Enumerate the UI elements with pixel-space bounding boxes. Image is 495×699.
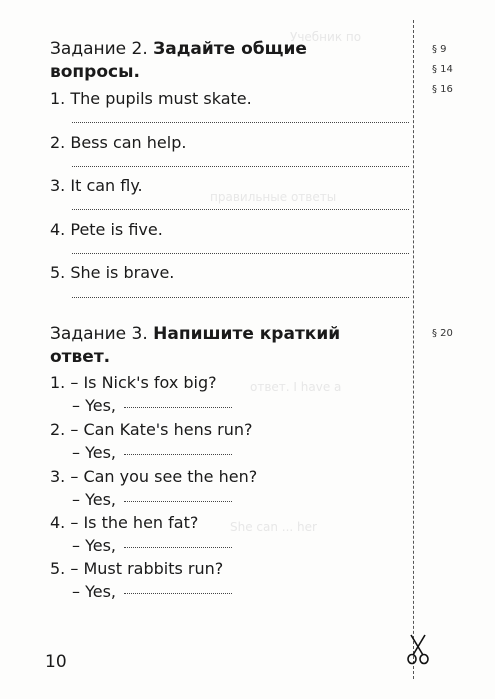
short-answer-line[interactable] (124, 454, 232, 455)
task-2-instruction-cont: вопросы. (50, 62, 140, 82)
item-number: 5. (50, 263, 66, 282)
cut-line (413, 20, 414, 679)
answer-prefix: – Yes, (72, 396, 116, 415)
task-3-answer (72, 443, 232, 463)
task-2-item (50, 176, 143, 196)
question-text: – Can Kate's hens run? (70, 420, 253, 439)
show-through-text: ответ. I have a (250, 380, 342, 394)
answer-prefix: – Yes, (72, 490, 116, 509)
task-3-question (50, 559, 223, 579)
margin-ref: § 9 (432, 44, 447, 55)
task-2-item (50, 89, 252, 109)
item-number: 2. (50, 133, 66, 152)
item-number: 4. (50, 513, 66, 532)
item-text: Pete is five. (70, 220, 163, 239)
item-number: 4. (50, 220, 66, 239)
task-2-item (50, 133, 186, 153)
item-number: 5. (50, 559, 66, 578)
item-number: 1. (50, 89, 66, 108)
short-answer-line[interactable] (124, 547, 232, 548)
show-through-text: правильные ответы (210, 190, 337, 204)
question-text: – Is Nick's fox big? (70, 373, 217, 392)
task-2-heading (50, 38, 400, 84)
show-through-text: She can ... her (230, 520, 317, 534)
answer-line[interactable] (72, 209, 409, 210)
short-answer-line[interactable] (124, 593, 232, 594)
item-text: The pupils must skate. (70, 89, 252, 108)
margin-ref: § 16 (432, 84, 453, 95)
task-2-instruction: Задайте общие (153, 39, 307, 59)
scissors-icon (405, 633, 431, 665)
margin-ref: § 14 (432, 64, 453, 75)
task-3-label: Задание 3. (50, 324, 148, 344)
answer-prefix: – Yes, (72, 443, 116, 462)
item-number: 3. (50, 176, 66, 195)
task-3-answer (72, 536, 232, 556)
item-number: 1. (50, 373, 66, 392)
margin-ref: § 20 (432, 328, 453, 339)
question-text: – Must rabbits run? (70, 559, 224, 578)
item-number: 2. (50, 420, 66, 439)
answer-prefix: – Yes, (72, 536, 116, 555)
task-3-question (50, 467, 257, 487)
page-number: 10 (45, 652, 67, 672)
question-text: – Is the hen fat? (70, 513, 199, 532)
item-text: It can fly. (70, 176, 143, 195)
answer-line[interactable] (72, 297, 409, 298)
answer-prefix: – Yes, (72, 582, 116, 601)
item-text: She is brave. (70, 263, 175, 282)
answer-line[interactable] (72, 253, 409, 254)
task-2-label: Задание 2. (50, 39, 148, 59)
task-3-heading (50, 323, 400, 369)
task-3-question (50, 420, 253, 440)
item-number: 3. (50, 467, 66, 486)
task-3-instruction: Напишите краткий (153, 324, 341, 344)
task-3-instruction-cont: ответ. (50, 347, 111, 367)
item-text: Bess can help. (70, 133, 187, 152)
task-2-item (50, 220, 163, 240)
answer-line[interactable] (72, 122, 409, 123)
show-through-text: Учебник по (290, 30, 362, 44)
task-2-item (50, 263, 174, 283)
task-3-answer (72, 396, 232, 416)
short-answer-line[interactable] (124, 407, 232, 408)
task-3-question (50, 513, 198, 533)
question-text: – Can you see the hen? (70, 467, 258, 486)
task-3-answer (72, 490, 232, 510)
task-3-answer (72, 582, 232, 602)
task-3-question (50, 373, 217, 393)
short-answer-line[interactable] (124, 501, 232, 502)
answer-line[interactable] (72, 166, 409, 167)
